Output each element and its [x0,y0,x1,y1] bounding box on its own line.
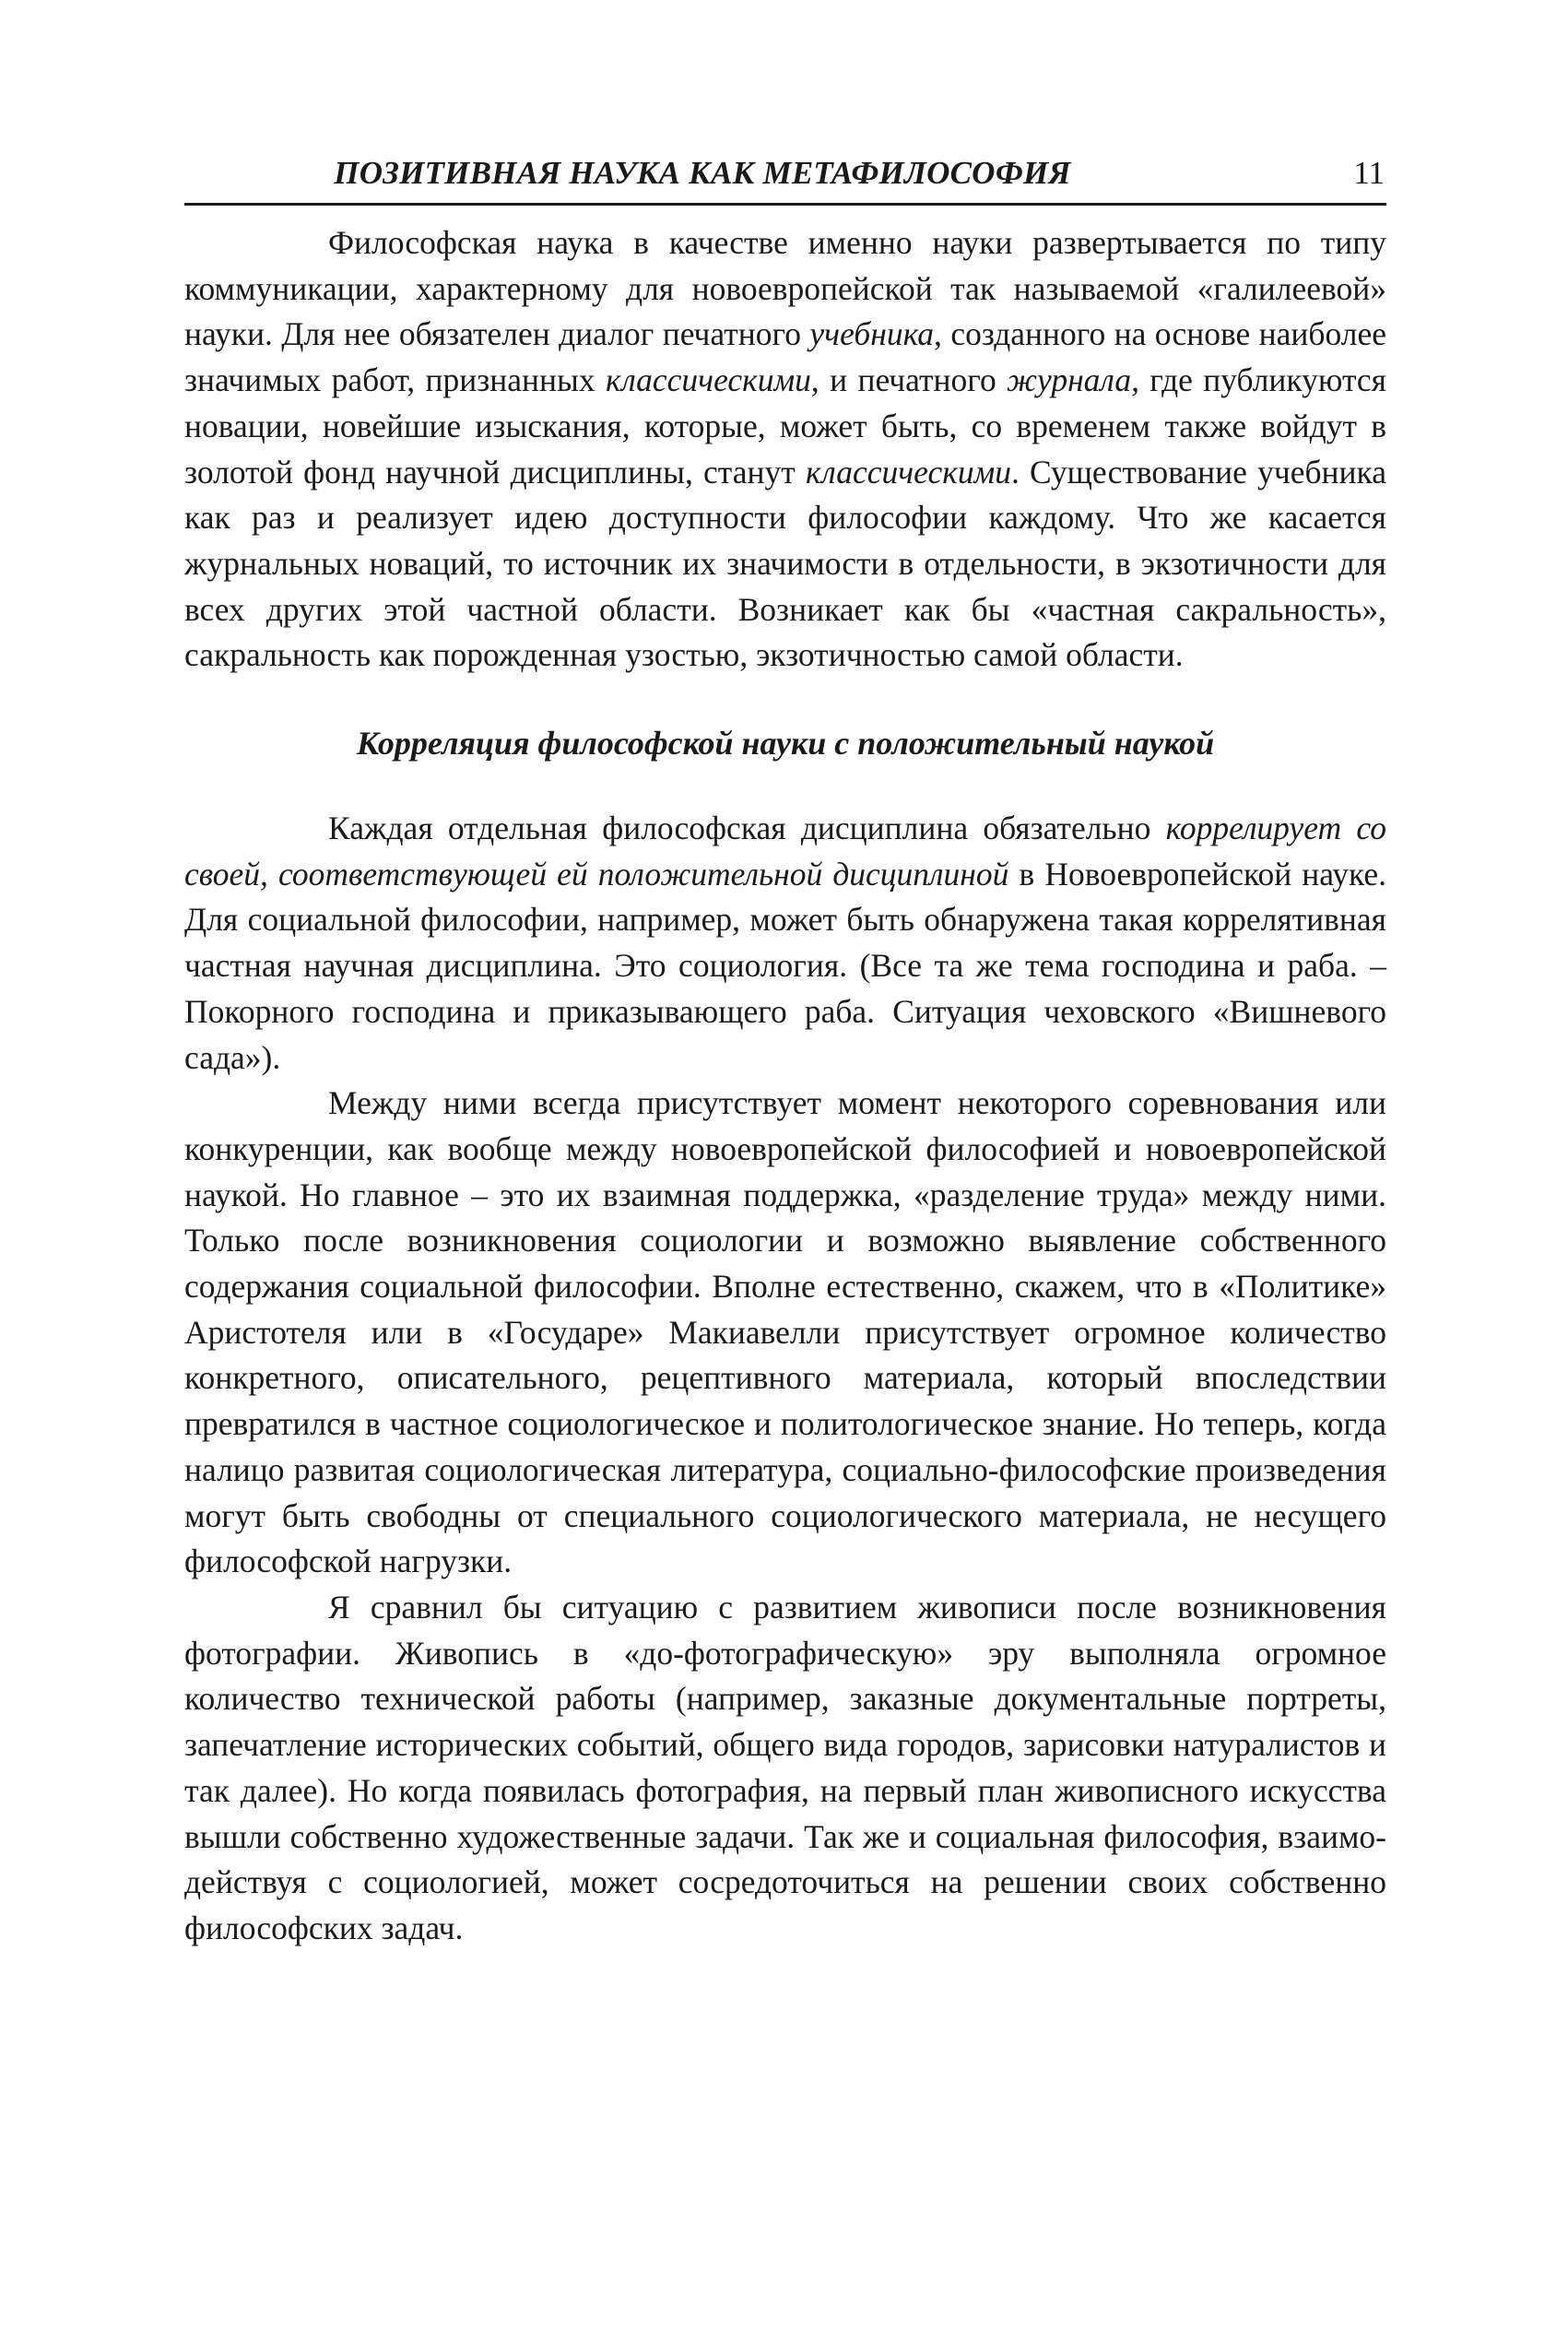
section-body [184,806,1386,1952]
text-run: . Существование учебника как раз и реализует идею доступности философии каждому. Что же касается журнальных новаций, то источник их значимости в отдельности, в экзотичности для всех других этой частной области. Возникает как бы «частная сакральность», сакральность как порожденная узостью, экзотичностью самой области. [184,453,1386,674]
text-run: , и печатного [810,361,1008,399]
text-run: в Новоевропейской науке. Для социальной философии, например, может быть обнаружена такая коррелятивная частная научная дисциплина. Это социология. (Все та же тема господина и раба. – Покорного господина и приказывающего раба. Ситуация чеховского «Вишневого сада»). [184,855,1386,1076]
running-header [184,148,1386,206]
text-run: Я сравнил бы ситуацию с развитием живописи после возникновения фотографии. Живопись в «до-фотографическую» эру выполняла огромное количество технической работы (например, заказные документальные портреты, запечатление исторических событий, общего вида городов, зарисовки натуралистов и так далее). Но когда появилась фотография, на первый план живописного искусства вышли собственно художественные задачи. Так же и социальная философия, взаимодействуя с социологией, может сосредоточиться на решении своих собственно философских задач. [184,1588,1386,1946]
running-title: ПОЗИТИВНАЯ НАУКА КАК МЕТАФИЛОСОФИЯ [334,155,1071,191]
italic-run: журнала, [1007,361,1139,399]
italic-run: коррелирует со своей, соответствующей ей положительной дисциплиной [184,810,1386,893]
text-run: где публикуются новации, новейшие изыскания, которые, может быть, со временем также войдут в золотой фонд научной дисциплины, станут [184,361,1386,491]
text-run: Каждая отдельная философская дисциплина обязательно [328,810,1166,847]
page-number: 11 [1353,155,1385,191]
italic-run: классическими [805,453,1011,491]
text-run: , созданного на основе наиболее значимых работ, признанных [184,315,1386,399]
section-heading: Корреляция философской науки с положительный наукой [356,725,1215,763]
paragraph-1 [184,220,1386,679]
book-page [184,148,1386,1952]
paragraph-3 [184,1081,1386,1585]
body-text [184,220,1386,1952]
paragraph-2 [184,806,1386,1081]
paragraph-4 [184,1585,1386,1952]
italic-run: учебника [809,315,935,353]
text-run: Между ними всегда присутствует момент некоторого соревнования или конкуренции, как вообще между новоевропейской философией и новоевропейской наукой. Но главное – это их взаимная поддержка, «разделение труда» между ними. Только после возникновения социологии и возможно выявление собственного содержания социальной философии. Вполне естественно, скажем, что в «Политике» Аристотеля или в «Государе» Макиавелли присутствует огромное количество конкретного, описательного, рецептивного материала, который впоследствии превратился в частное социологическое и политологическое знание. Но теперь, когда налицо развитая социологическая литература, социально-философские произведения могут быть свободны от специального социологического материала, не несущего философской нагрузки. [184,1084,1386,1580]
text-run: Философская наука в качестве именно науки развертывается по типу коммуникации, характерному для новоевропейской так называемой «галилеевой» науки. Для нее обязателен диалог печатного [184,224,1386,353]
italic-run: классическими [605,361,811,399]
